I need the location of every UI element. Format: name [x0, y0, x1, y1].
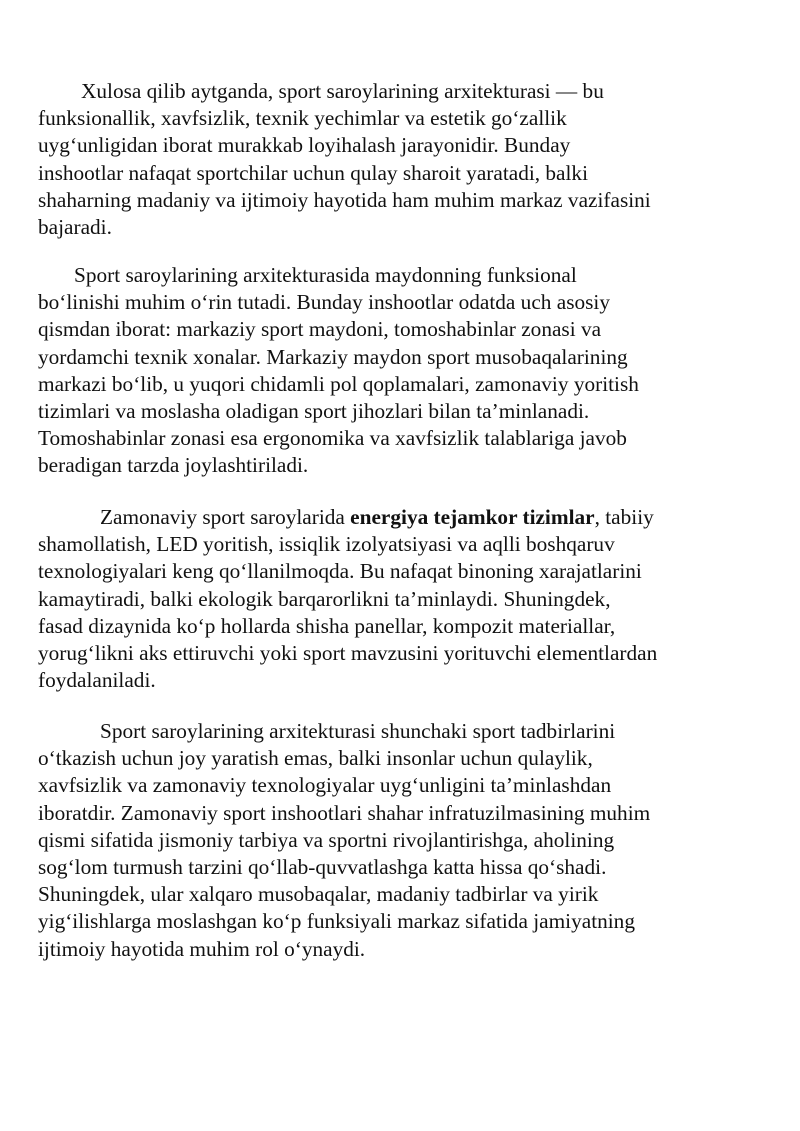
- text-line: Shuningdek, ular xalqaro musobaqalar, madaniy tadbirlar va yirik: [38, 882, 599, 907]
- text-line: yordamchi texnik xonalar. Markaziy maydon sport musobaqalarining: [38, 344, 628, 369]
- text-line: funksionallik, xavfsizlik, texnik yechimlar va estetik go‘zallik: [38, 106, 567, 131]
- paragraph-functional-division: [38, 262, 778, 480]
- text-line: qismi sifatida jismoniy tarbiya va sportni rivojlantirishga, aholining: [38, 827, 615, 852]
- text-line: beradigan tarzda joylashtiriladi.: [38, 453, 309, 478]
- paragraph-energy-systems: [38, 504, 778, 694]
- text-line: uyg‘unligidan iborat murakkab loyihalash jarayonidir. Bunday: [38, 133, 571, 158]
- bold-phrase: energiya tejamkor tizimlar: [350, 505, 595, 529]
- text-run: , tabiiy: [594, 505, 654, 529]
- text-line: texnologiyalari keng qo‘llanilmoqda. Bu nafaqat binoning xarajatlarini: [38, 559, 642, 584]
- paragraph-summary: [38, 718, 778, 963]
- text-line: tizimlari va moslasha oladigan sport jihozlari bilan ta’minlanadi.: [38, 399, 590, 424]
- text-line: markazi bo‘lib, u yuqori chidamli pol qoplamalari, zamonaviy yoritish: [38, 371, 639, 396]
- text-line: fasad dizaynida ko‘p hollarda shisha panellar, kompozit materiallar,: [38, 613, 616, 638]
- text-line: [38, 504, 778, 531]
- text-line: shaharning madaniy va ijtimoiy hayotida ham muhim markaz vazifasini: [38, 187, 651, 212]
- text-line: Sport saroylarining arxitekturasi shunchaki sport tadbirlarini: [100, 719, 616, 743]
- text-line: xavfsizlik va zamonaviy texnologiyalar uyg‘unligini ta’minlashdan: [38, 773, 612, 798]
- text-line: Xulosa qilib aytganda, sport saroylarining arxitekturasi — bu: [81, 79, 604, 103]
- text-run: Zamonaviy sport saroylarida: [100, 505, 351, 529]
- text-line: kamaytiradi, balki ekologik barqarorlikni ta’minlaydi. Shuningdek,: [38, 586, 611, 611]
- text-line: yig‘ilishlarga moslashgan ko‘p funksiyali markaz sifatida jamiyatning: [38, 909, 635, 934]
- paragraph-conclusion: [38, 78, 778, 241]
- text-line: Sport saroylarining arxitekturasida maydonning funksional: [74, 263, 577, 287]
- text-line: yorug‘likni aks ettiruvchi yoki sport mavzusini yorituvchi elementlardan: [38, 641, 658, 666]
- text-line: inshootlar nafaqat sportchilar uchun qulay sharoit yaratadi, balki: [38, 160, 588, 185]
- text-line: ijtimoiy hayotida muhim rol o‘ynaydi.: [38, 936, 366, 961]
- text-line: iboratdir. Zamonaviy sport inshootlari shahar infratuzilmasining muhim: [38, 800, 651, 825]
- text-line: foydalaniladi.: [38, 668, 156, 693]
- text-line: bo‘linishi muhim o‘rin tutadi. Bunday inshootlar odatda uch asosiy: [38, 290, 610, 315]
- text-line: Tomoshabinlar zonasi esa ergonomika va xavfsizlik talablariga javob: [38, 426, 627, 451]
- text-line: o‘tkazish uchun joy yaratish emas, balki insonlar uchun qulaylik,: [38, 746, 593, 771]
- text-line: bajaradi.: [38, 215, 112, 240]
- text-line: sog‘lom turmush tarzini qo‘llab-quvvatlashga katta hissa qo‘shadi.: [38, 855, 607, 880]
- text-line: qismdan iborat: markaziy sport maydoni, tomoshabinlar zonasi va: [38, 317, 602, 342]
- text-line: shamollatish, LED yoritish, issiqlik izolyatsiyasi va aqlli boshqaruv: [38, 532, 615, 557]
